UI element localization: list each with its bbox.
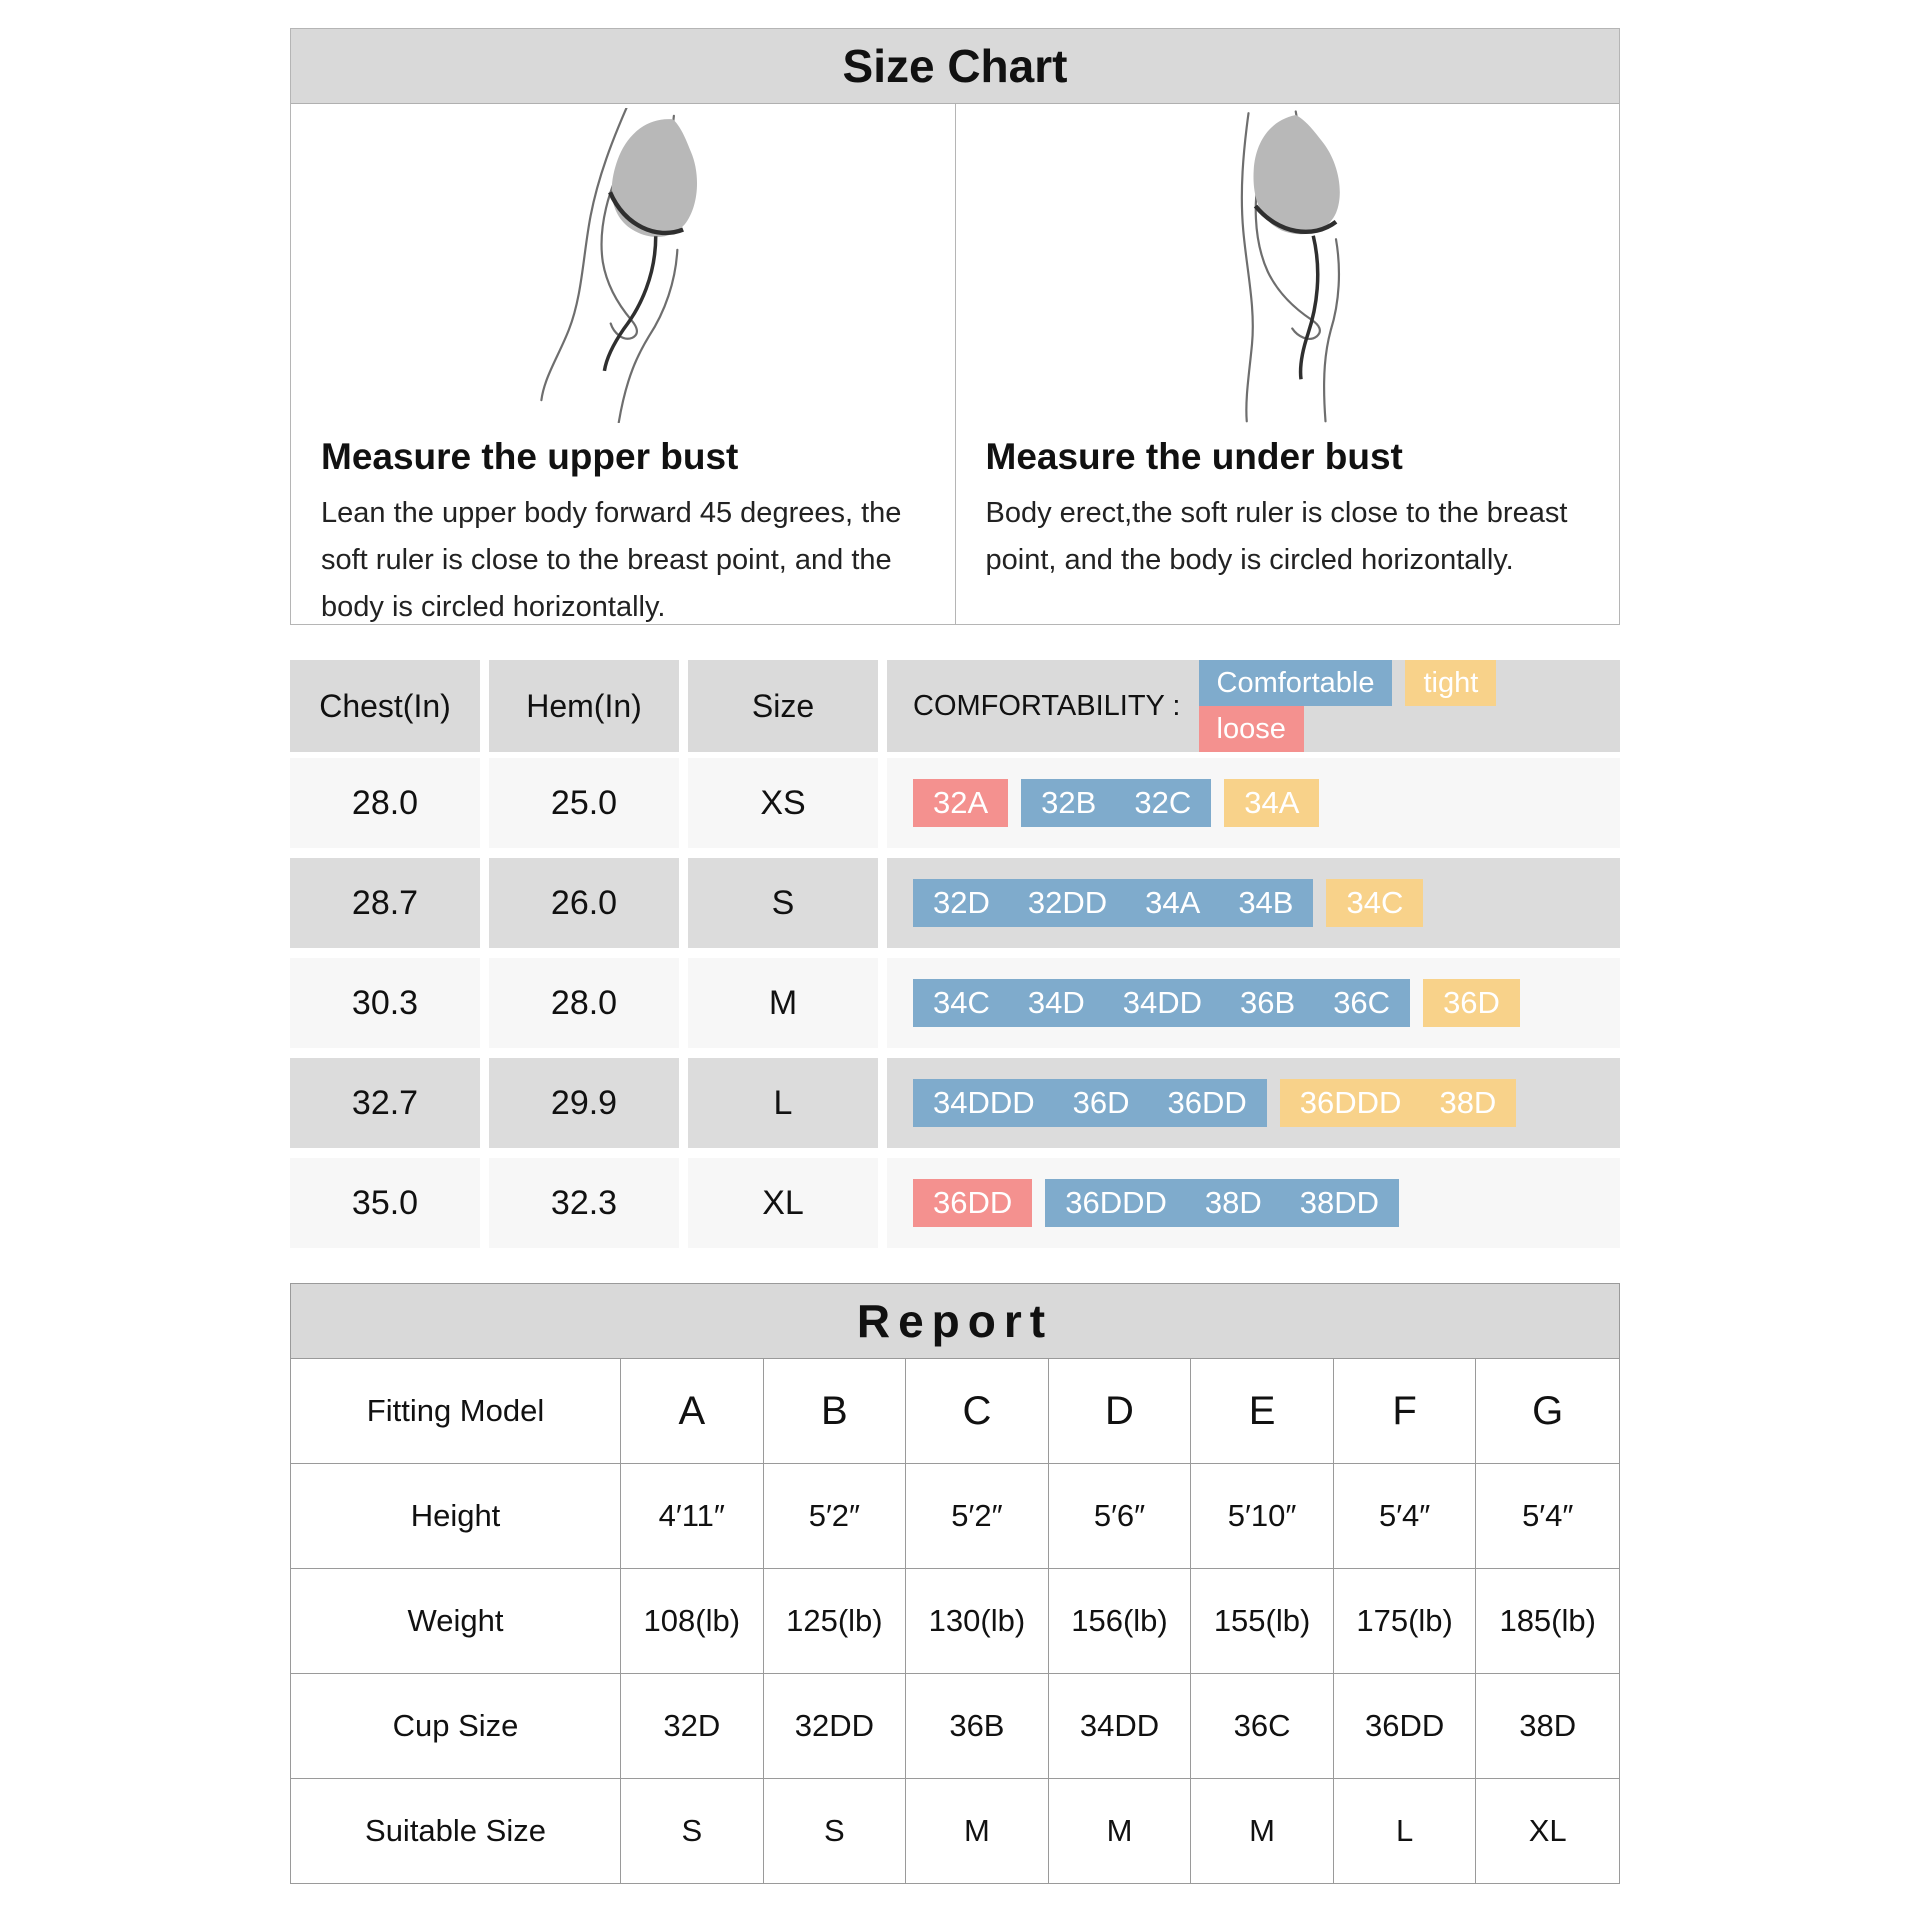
report-cell: S: [621, 1779, 764, 1883]
report-cell: 4′11″: [621, 1464, 764, 1569]
chest-value: 32.7: [290, 1058, 480, 1148]
badge-size-label: 36DDD: [1065, 1185, 1167, 1220]
badge-size-label: 34D: [1027, 985, 1085, 1020]
badge-size-label: 34DDD: [933, 1085, 1035, 1120]
report-cell: 5′10″: [1191, 1464, 1334, 1569]
report-cell: 32D: [621, 1674, 764, 1779]
badge-size-label: 34C: [933, 985, 990, 1020]
report-cell: 5′2″: [906, 1464, 1049, 1569]
report-cell: 36DD: [1334, 1674, 1477, 1779]
report-cell: C: [906, 1359, 1049, 1464]
badge-size-label: 36C: [1333, 985, 1391, 1020]
under-bust-panel: [955, 104, 1620, 624]
report-cell: M: [906, 1779, 1049, 1883]
size-table-row: [290, 858, 1620, 948]
size-chart-title: Size Chart: [291, 29, 1619, 104]
size-chart-section: [290, 28, 1620, 625]
size-table-row: [290, 1158, 1620, 1248]
under-bust-heading: Measure the under bust: [985, 436, 1403, 477]
report-cell: M: [1191, 1779, 1334, 1883]
report-cell: F: [1334, 1359, 1477, 1464]
report-cell: 36C: [1191, 1674, 1334, 1779]
comfortability-badges-cell: [887, 1058, 1620, 1148]
size-value: S: [688, 858, 878, 948]
badge-size-label: 32C: [1134, 785, 1192, 820]
comfortability-badges-cell: [887, 758, 1620, 848]
size-table-row: [290, 1058, 1620, 1148]
badge-size-label: 36DD: [1167, 1085, 1247, 1120]
upper-bust-instructions: Lean the upper body forward 45 degrees, the soft ruler is close to the breast point, and the body is circled horizontally.: [321, 497, 902, 623]
legend-badges: [1199, 660, 1621, 752]
comfortability-badge-tight: [1423, 979, 1520, 1027]
hem-value: 29.9: [489, 1058, 679, 1148]
report-row-label: Fitting Model: [291, 1359, 621, 1464]
comfortability-badge-comfortable: [1199, 660, 1393, 706]
badge-size-label: 32D: [933, 885, 990, 920]
comfortability-badge-comfortable: [913, 1079, 1267, 1127]
comfortability-badge-comfortable: [1045, 1179, 1399, 1227]
comfortability-badges-cell: [887, 1158, 1620, 1248]
report-row-label: Cup Size: [291, 1674, 621, 1779]
report-cell: 130(lb): [906, 1569, 1049, 1674]
badge-size-label: 34C: [1346, 885, 1404, 920]
badge-size-label: 36B: [1240, 985, 1296, 1020]
report-cell: 155(lb): [1191, 1569, 1334, 1674]
report-cell: 5′2″: [764, 1464, 907, 1569]
report-cell: 38D: [1476, 1674, 1619, 1779]
chest-value: 30.3: [290, 958, 480, 1048]
badge-size-label: 38D: [1439, 1085, 1497, 1120]
comfortability-badge-loose: [913, 1179, 1032, 1227]
size-table-row: [290, 758, 1620, 848]
comfortability-badges-cell: [887, 858, 1620, 948]
comfortability-badge-tight: [1326, 879, 1423, 927]
report-cell: S: [764, 1779, 907, 1883]
report-row-label: Height: [291, 1464, 621, 1569]
report-cell: 156(lb): [1049, 1569, 1192, 1674]
report-cell: A: [621, 1359, 764, 1464]
report-cell: XL: [1528, 1813, 1567, 1848]
report-cell: 125(lb): [764, 1569, 907, 1674]
size-comfortability-table: [290, 660, 1620, 1248]
badge-size-label: 38DD: [1299, 1185, 1380, 1220]
report-cell: M: [1049, 1779, 1192, 1883]
under-bust-figure-illustration: [986, 108, 1590, 430]
badge-size-label: 32DD: [1027, 885, 1108, 920]
report-cell: G: [1476, 1359, 1619, 1464]
size-value: M: [688, 958, 878, 1048]
hem-value: 32.3: [489, 1158, 679, 1248]
hem-value: 28.0: [489, 958, 679, 1048]
under-bust-instructions: Body erect,the soft ruler is close to the breast point, and the body is circled horizontally.: [985, 497, 1568, 576]
badge-size-label: 34A: [1145, 885, 1201, 920]
comfortability-badge-comfortable: [1021, 779, 1211, 827]
comfortability-badge-tight: [1280, 1079, 1517, 1127]
size-chart-infographic: [290, 28, 1620, 1884]
report-cell: 5′6″: [1049, 1464, 1192, 1569]
report-section: [290, 1283, 1620, 1884]
size-table-row: [290, 958, 1620, 1048]
report-cell: L: [1334, 1779, 1477, 1883]
hem-value: 25.0: [489, 758, 679, 848]
badge-size-label: loose: [1216, 712, 1286, 745]
size-table-rows: [290, 758, 1620, 1248]
hem-column-header: Hem(In): [489, 660, 679, 752]
upper-bust-heading: Measure the upper bust: [321, 436, 739, 477]
comfortability-legend: [887, 660, 1620, 752]
comfortability-badges-cell: [887, 958, 1620, 1048]
size-value: XS: [688, 758, 878, 848]
size-value: XL: [688, 1158, 878, 1248]
comfortability-badge-loose: [913, 779, 1008, 827]
badge-size-label: 34B: [1238, 885, 1294, 920]
report-cell: D: [1049, 1359, 1192, 1464]
report-title: Report: [291, 1284, 1619, 1359]
report-cell: E: [1191, 1359, 1334, 1464]
chest-value: 28.7: [290, 858, 480, 948]
badge-size-label: 32B: [1041, 785, 1097, 820]
size-table-header-row: [290, 660, 1620, 746]
report-cell: B: [764, 1359, 907, 1464]
report-table: [291, 1359, 1619, 1883]
chest-column-header: Chest(In): [290, 660, 480, 752]
report-row-label: Weight: [291, 1569, 621, 1674]
size-column-header: Size: [688, 660, 878, 752]
report-cell: 5′4″: [1476, 1464, 1619, 1569]
badge-size-label: tight: [1423, 666, 1479, 699]
upper-bust-panel: [291, 104, 955, 624]
badge-size-label: 36D: [1443, 985, 1500, 1020]
size-value: L: [688, 1058, 878, 1148]
comfortability-badge-loose: [1199, 706, 1304, 752]
measurement-panels: [291, 104, 1619, 624]
report-cell: 175(lb): [1334, 1569, 1477, 1674]
comfortability-label: COMFORTABILITY :: [913, 689, 1181, 722]
report-cell: 185(lb): [1476, 1569, 1619, 1674]
badge-size-label: 36D: [1072, 1085, 1130, 1120]
badge-size-label: 36DDD: [1299, 1085, 1402, 1120]
badge-size-label: Comfortable: [1216, 666, 1375, 699]
report-cell: 34DD: [1049, 1674, 1192, 1779]
badge-size-label: 38D: [1204, 1185, 1262, 1220]
report-cell: 108(lb): [621, 1569, 764, 1674]
chest-value: 28.0: [290, 758, 480, 848]
report-row-label: Suitable Size: [291, 1779, 621, 1883]
comfortability-badge-comfortable: [913, 979, 1410, 1027]
upper-bust-figure-illustration: [321, 108, 925, 430]
report-cell: 36B: [906, 1674, 1049, 1779]
badge-size-label: 32A: [933, 785, 989, 820]
badge-size-label: 34DD: [1122, 985, 1203, 1020]
badge-size-label: 36DD: [933, 1185, 1013, 1220]
chest-value: 35.0: [290, 1158, 480, 1248]
hem-value: 26.0: [489, 858, 679, 948]
report-cell: 32DD: [764, 1674, 907, 1779]
report-cell: 5′4″: [1334, 1464, 1477, 1569]
comfortability-badge-tight: [1405, 660, 1496, 706]
comfortability-badge-comfortable: [913, 879, 1313, 927]
comfortability-badge-tight: [1224, 779, 1319, 827]
badge-size-label: 34A: [1244, 785, 1300, 820]
